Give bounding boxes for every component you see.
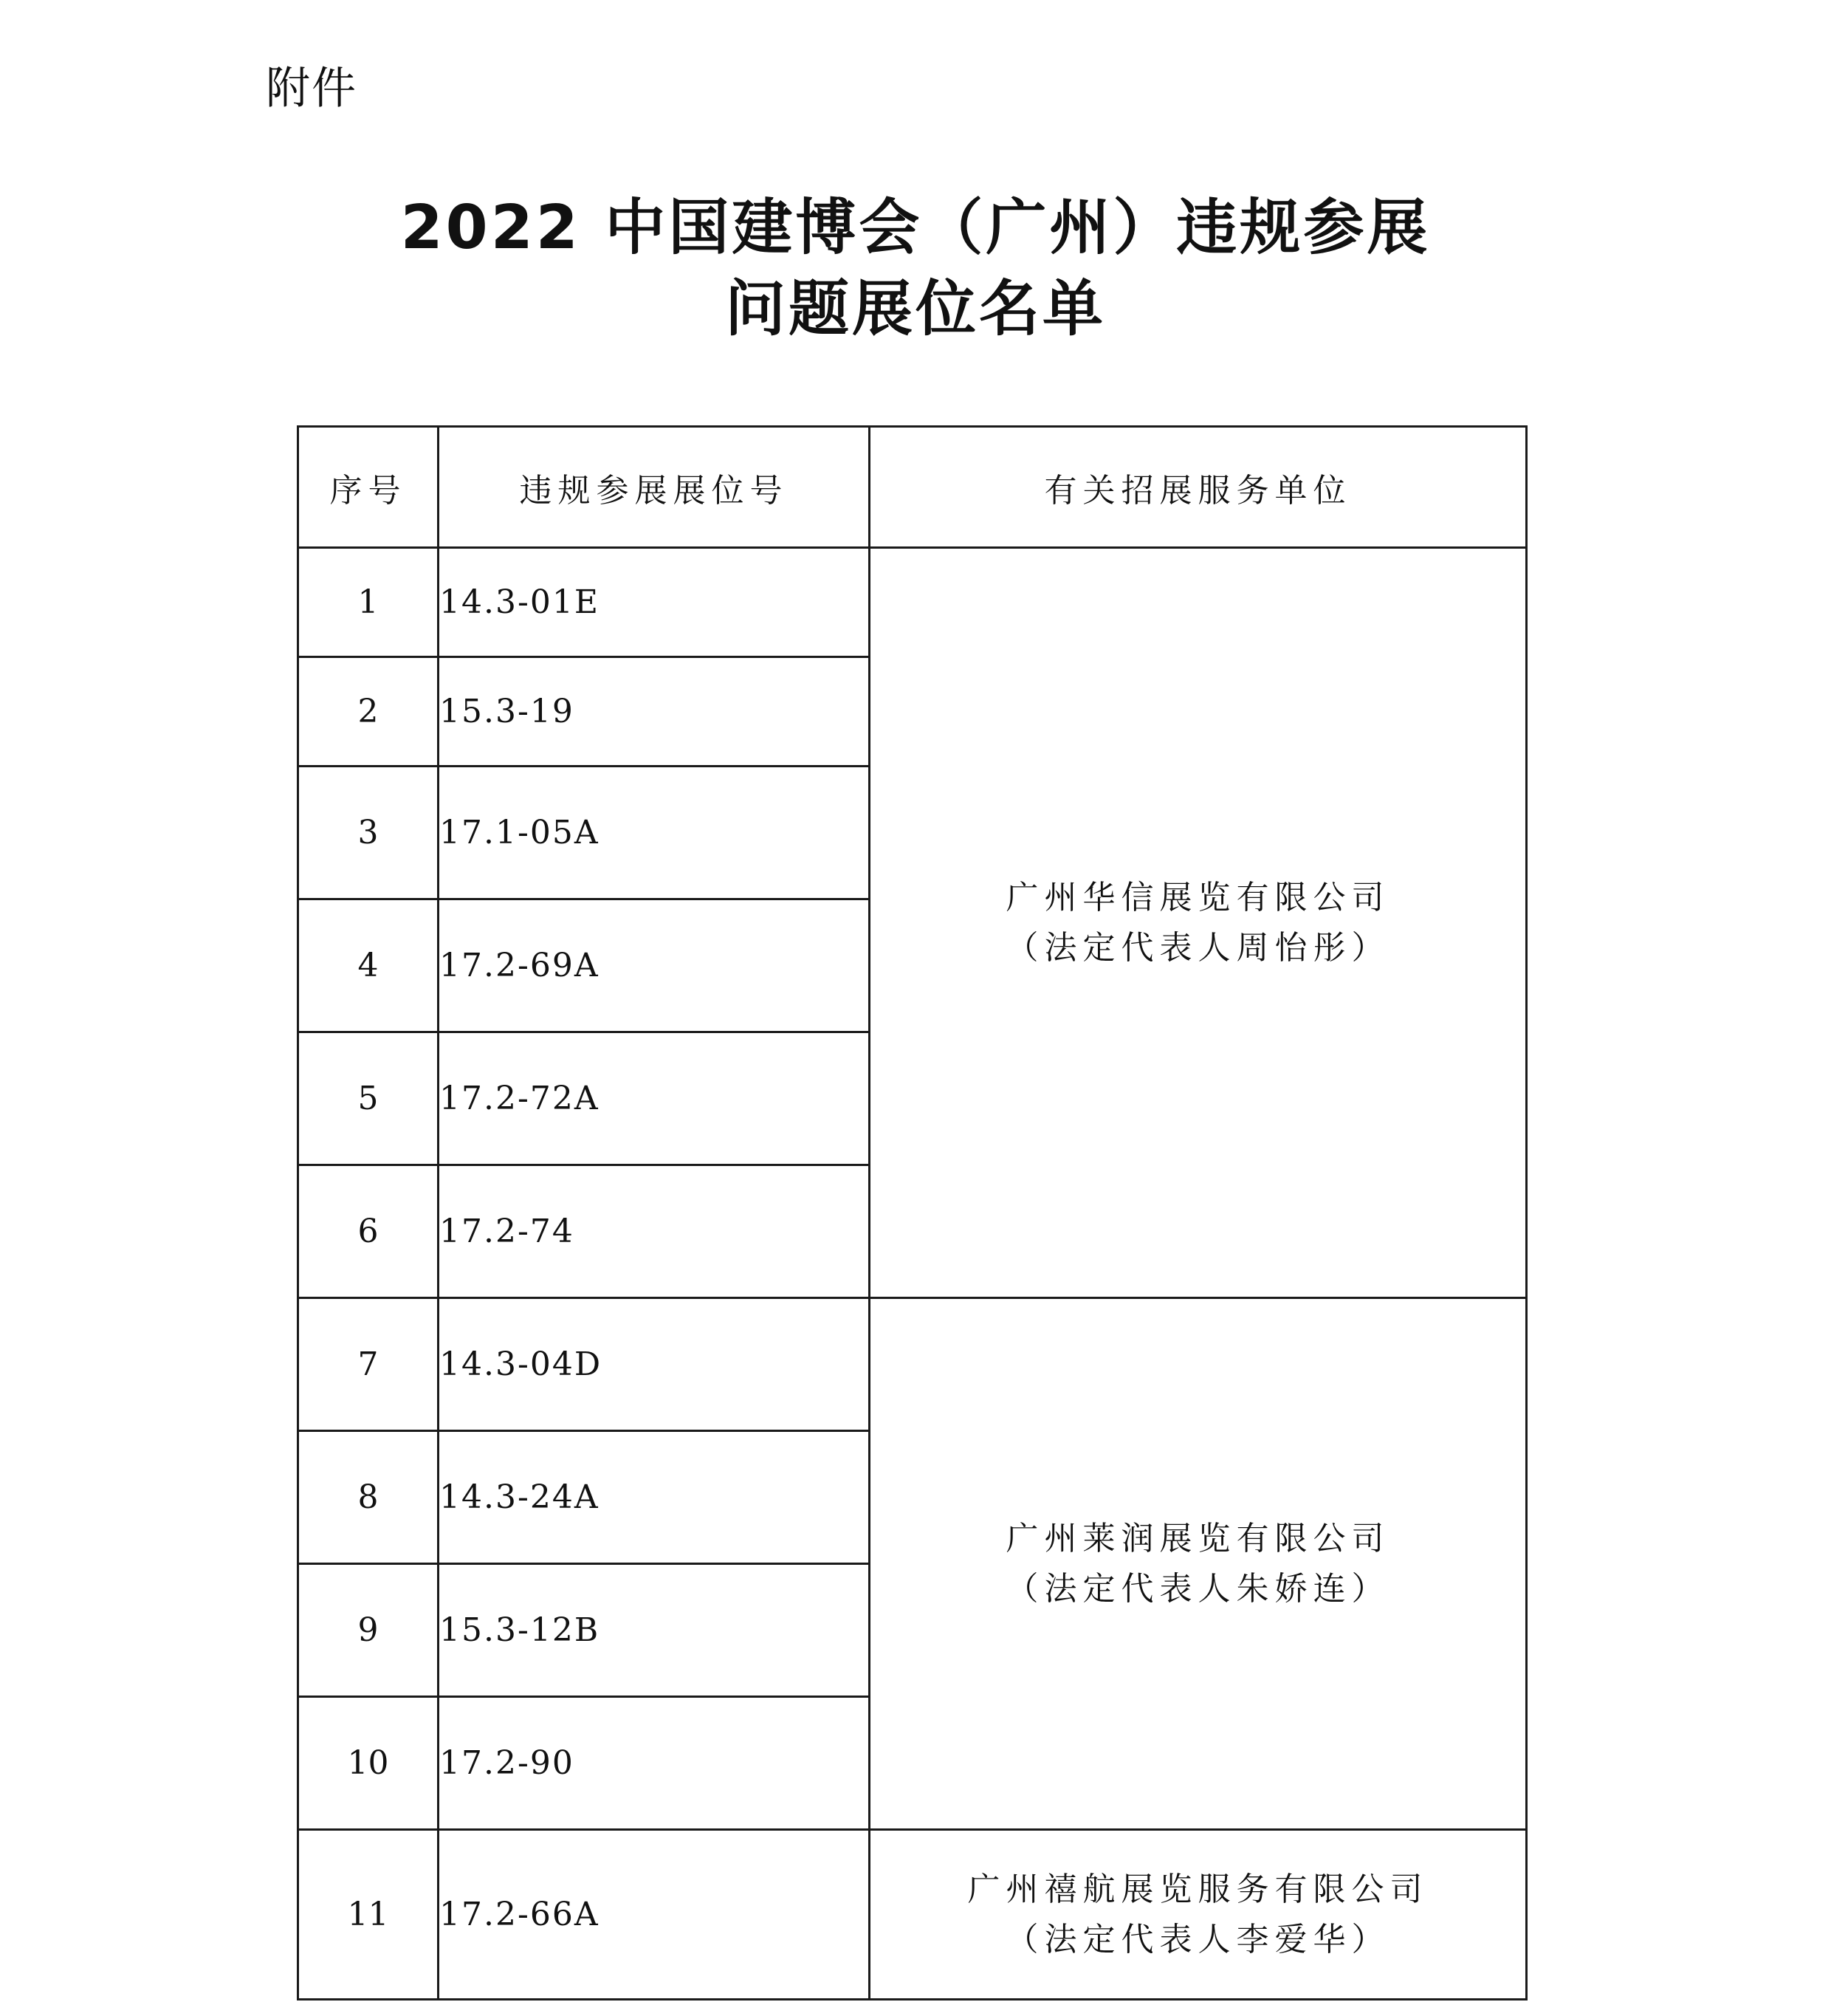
company-name: 广州莱润展览有限公司 bbox=[1006, 1519, 1390, 1557]
company-representative: （法定代表人周怡彤） bbox=[1006, 928, 1390, 967]
row-booth: 15.3-19 bbox=[439, 657, 870, 767]
attachment-label: 附件 bbox=[266, 63, 357, 114]
document-title-line1: 2022 中国建博会（广州）违规参展 bbox=[400, 193, 1431, 263]
row-booth: 17.2-72A bbox=[439, 1032, 870, 1165]
company-name: 广州禧航展览服务有限公司 bbox=[967, 1870, 1429, 1908]
row-booth: 15.3-12B bbox=[439, 1564, 870, 1697]
row-seq: 11 bbox=[298, 1830, 439, 2000]
table-row bbox=[298, 1830, 1527, 2000]
row-seq: 8 bbox=[298, 1431, 439, 1564]
row-booth: 17.2-90 bbox=[439, 1697, 870, 1830]
row-seq: 3 bbox=[298, 767, 439, 899]
table-row bbox=[298, 548, 1527, 657]
row-booth: 14.3-04D bbox=[439, 1298, 870, 1431]
column-header-company: 有关招展服务单位 bbox=[870, 427, 1527, 548]
row-seq: 9 bbox=[298, 1564, 439, 1697]
row-seq: 4 bbox=[298, 899, 439, 1032]
row-booth: 17.2-66A bbox=[439, 1830, 870, 2000]
company-representative: （法定代表人朱娇连） bbox=[1006, 1569, 1390, 1608]
violation-booth-table bbox=[297, 425, 1528, 2000]
table-row bbox=[298, 1298, 1527, 1431]
row-booth: 14.3-24A bbox=[439, 1431, 870, 1564]
row-seq: 6 bbox=[298, 1165, 439, 1298]
company-cell bbox=[870, 548, 1527, 1298]
company-cell bbox=[870, 1830, 1527, 2000]
row-seq: 1 bbox=[298, 548, 439, 657]
row-booth: 14.3-01E bbox=[439, 548, 870, 657]
row-booth: 17.2-74 bbox=[439, 1165, 870, 1298]
company-name: 广州华信展览有限公司 bbox=[1006, 878, 1390, 916]
row-seq: 5 bbox=[298, 1032, 439, 1165]
company-representative: （法定代表人李爱华） bbox=[1006, 1920, 1390, 1958]
table-header-row bbox=[298, 427, 1527, 548]
document-title-line2: 问题展位名单 bbox=[724, 274, 1106, 344]
row-seq: 10 bbox=[298, 1697, 439, 1830]
row-booth: 17.1-05A bbox=[439, 767, 870, 899]
company-cell bbox=[870, 1298, 1527, 1830]
row-booth: 17.2-69A bbox=[439, 899, 870, 1032]
row-seq: 2 bbox=[298, 657, 439, 767]
column-header-booth: 违规参展展位号 bbox=[439, 427, 870, 548]
column-header-seq: 序号 bbox=[298, 427, 439, 548]
row-seq: 7 bbox=[298, 1298, 439, 1431]
